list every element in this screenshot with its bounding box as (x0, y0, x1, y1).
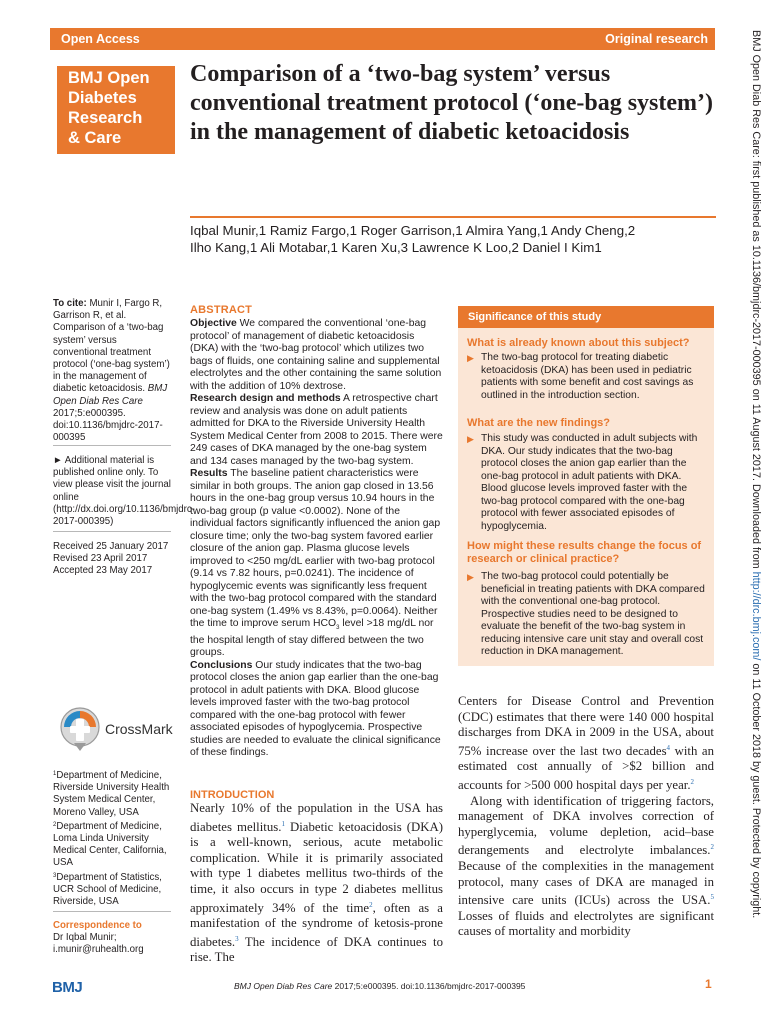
author-list (190, 222, 720, 256)
author-line: Ilho Kang,1 Ali Motabar,1 Karen Xu,3 Lawrence K Loo,2 Daniel I Kim1 (190, 240, 602, 255)
received-date: Received 25 January 2017 (53, 541, 169, 552)
significance-question: How might these results change the focus of research or clinical practice? (467, 540, 702, 565)
affiliations (53, 768, 173, 908)
cite-text: Munir I, Fargo R, Garrison R, et al. Comparison of a ‘two-bag system’ versus conventional treatment protocol (‘one-bag system’) in the management of diabetic ketoacidosis. (53, 298, 170, 395)
journal-url-link[interactable]: http://drc.bmj.com/ (750, 571, 762, 661)
correspondence-block (53, 920, 173, 957)
article-type-label: Original research (605, 32, 708, 46)
significance-answer: ▶ The two-bag protocol for treating diabetic ketoacidosis (DKA) has been used in pediatric patients with some benefit and cost savings as outlined in the introduction section. (467, 352, 694, 401)
bullet-triangle-icon: ▶ (467, 353, 474, 363)
citation-block (53, 298, 173, 444)
significance-answer: ▶ The two-bag protocol could potentially be beneficial in treating patients with DKA compared with the conventional one-bag protocol. Prospective studies need to be designed to evaluate the benefit of the two-bag system in reducing intensive care unit stay and overall cost reduction in DKA management. (467, 571, 705, 657)
bullet-triangle-icon: ▶ (467, 572, 474, 582)
cite-journal: BMJ Open Diab Res Care (53, 383, 168, 407)
introduction-heading: INTRODUCTION (190, 789, 275, 801)
sidebar-divider (53, 445, 171, 446)
abstract-results: Results The baseline patient characteristics were similar in both groups. The anion gap closed in 13.56 hours in the one-bag group versus 10.94 hours in the two-bag group (p value <0.0002). None of the individual factors significantly influenced the anion gap closure time; only the two-bag system favored earlier closure of the anion gap. Plasma glucose levels improved to <250 mg/dL earlier with two-bag protocol (9.14 vs 7.82 hours, p=0.0241). The incidence of hypoglycemic events was significantly less frequent with the two-bag protocol compared with the standard one-bag system (1.49% vs 8.43%, p=0.0064). Neither the time to improve serum $HCO_3$ level >18 mg/dL nor the hospital length of stay differed between the two groups. (190, 468, 441, 659)
cite-ref: 2017;5:e000395. doi:10.1136/bmjdrc-2017-000395 (53, 407, 163, 444)
significance-box (458, 306, 714, 666)
affiliation-item: $^1$Department of Medicine, Riverside University Health System Medical Center, Moreno Valley, USA (53, 770, 170, 818)
accepted-date: Accepted 23 May 2017 (53, 565, 153, 577)
download-banner-text: BMJ Open Diab Res Care: first published as 10.1136/bmjdrc-2017-000395 on 11 August 2017. Downloaded from http://drc.bmj.com/ on 11 October 2018 by guest. Protected by copyright. (750, 30, 762, 919)
correspondence-label: Correspondence to (53, 920, 142, 931)
journal-name-line: Research (68, 109, 143, 127)
revised-date: Revised 23 April 2017 (53, 553, 148, 565)
correspondence-email[interactable]: i.munir@ruhealth.org (53, 944, 144, 956)
reference-link[interactable]: 3 (235, 934, 239, 943)
reference-link[interactable]: 2 (710, 843, 714, 852)
affiliation-item: $^3$Department of Statistics, UCR School of Medicine, Riverside, USA (53, 871, 162, 908)
reference-link[interactable]: 2 (369, 900, 373, 909)
significance-question: What is already known about this subject? (467, 337, 690, 349)
abstract-heading: ABSTRACT (190, 304, 253, 316)
bullet-triangle-icon: ▶ (467, 434, 474, 444)
sidebar-divider (53, 911, 171, 912)
significance-question: What are the new findings? (467, 417, 611, 429)
cite-label: To cite: (53, 298, 87, 309)
crossmark-label: CrossMark (105, 721, 173, 737)
correspondence-name: Dr Iqbal Munir; (53, 932, 117, 944)
significance-answer: ▶ This study was conducted in adult subjects with DKA. Our study indicates that the two-bag protocol closes the anion gap earlier than the one-bag protocol in adult patients with DKA. Blood glucose levels improved faster with the two-bag protocol compared with the one-bag protocol with fewer associated episodes of hypoglycemia. (467, 433, 698, 532)
open-access-label: Open Access (61, 32, 140, 46)
footer-citation: BMJ Open Diab Res Care 2017;5:e000395. doi:10.1136/bmjdrc-2017-000395 (234, 981, 526, 991)
affiliation-item: $^2$Department of Medicine, Loma Linda University Medical Center, California, USA (53, 820, 167, 869)
significance-heading: Significance of this study (458, 306, 714, 328)
journal-name-line: BMJ Open (68, 69, 150, 87)
abstract-objective: Objective We compared the conventional ‘one-bag protocol’ of management of diabetic ketoacidosis (DKA) with the ‘two-bag protocol’ which utilizes two bags of fluids, one containing saline and supplemental electrolytes and the other containing the same solution with the addition of 10% dextrose. (190, 318, 442, 392)
crossmark-badge[interactable] (57, 703, 177, 755)
bmj-logo: BMJ (52, 979, 83, 996)
journal-name-line: Diabetes (68, 89, 137, 107)
introduction-column-2: Centers for Disease Control and Prevention (CDC) estimates that there were 140 000 hospital discharges from DKA in 2009 in the USA, about 75% increase over the last two decades$^4$ with an estimated cost annually of >$2 billion and accounts for >500 000 hospital days per year.$^2$ Along with identification of triggering factors, management of DKA involves correction of hyperglycemia, volume depletion, acid–base derangements and electrolyte imbalances.$^2$ Because of the complexities in the management protocol, many cases of DKA are managed in intensive care units (ICUs) across the USA.$^5$ Losses of fluids and electrolytes are significant causes of mortality and morbidity (458, 694, 714, 939)
abstract-design: Research design and methods A retrospective chart review and analysis was done on adult patients admitted for DKA to the Riverside University Health System Medical Center from 2008 to 2015. There were 249 cases of DKA managed by the one-bag system and 134 cases managed by the two-bag system. (190, 393, 443, 467)
page-number: 1 (705, 977, 712, 991)
abstract-body (190, 318, 443, 760)
download-banner (742, 30, 762, 990)
supplementary-note[interactable]: ► Additional material is published online only. To view please visit the journal online (http://dx.doi.org/10.1136/bmjdrc-2017-000395) (53, 455, 195, 528)
article-title: Comparison of a ‘two-bag system’ versus conventional treatment protocol (‘one-bag system’) in the management of diabetic ketoacidosis (190, 61, 714, 145)
header-bar (50, 28, 715, 50)
reference-link[interactable]: 4 (666, 743, 671, 752)
reference-link[interactable]: 2 (690, 777, 695, 786)
journal-name-line: & Care (68, 129, 122, 147)
title-divider (190, 216, 716, 218)
article-dates (53, 541, 173, 578)
reference-link[interactable]: 5 (710, 893, 714, 902)
journal-logo (57, 66, 175, 154)
sidebar-divider (53, 531, 171, 532)
reference-link[interactable]: 1 (281, 819, 285, 828)
author-line: Iqbal Munir,1 Ramiz Fargo,1 Roger Garrison,1 Almira Yang,1 Andy Cheng,2 (190, 223, 636, 238)
abstract-conclusions: Conclusions Our study indicates that the two-bag protocol closes the anion gap earlier than the one-bag protocol in adult patients with DKA. Blood glucose levels improved faster with the two-bag protocol compared with the one-bag protocol with fewer associated episodes of hypoglycemia. Prospective studies are needed to evaluate the clinical significance of these findings. (190, 659, 441, 759)
crossmark-icon (59, 705, 101, 753)
introduction-body: Nearly 10% of the population in the USA has diabetes mellitus.$^1$ Diabetic ketoacidosis (DKA) is a well-known, serious, acute metabolic complication. While it is primarily associated with type 1 diabetes mellitus two-thirds of the time, it also occurs in type 2 diabetes mellitus approximately 34% of the time$^2$, often as a manifestation of the syndrome of ketosis-prone diabetes.$^3$ The incidence of DKA continues to rise. The (190, 801, 444, 965)
